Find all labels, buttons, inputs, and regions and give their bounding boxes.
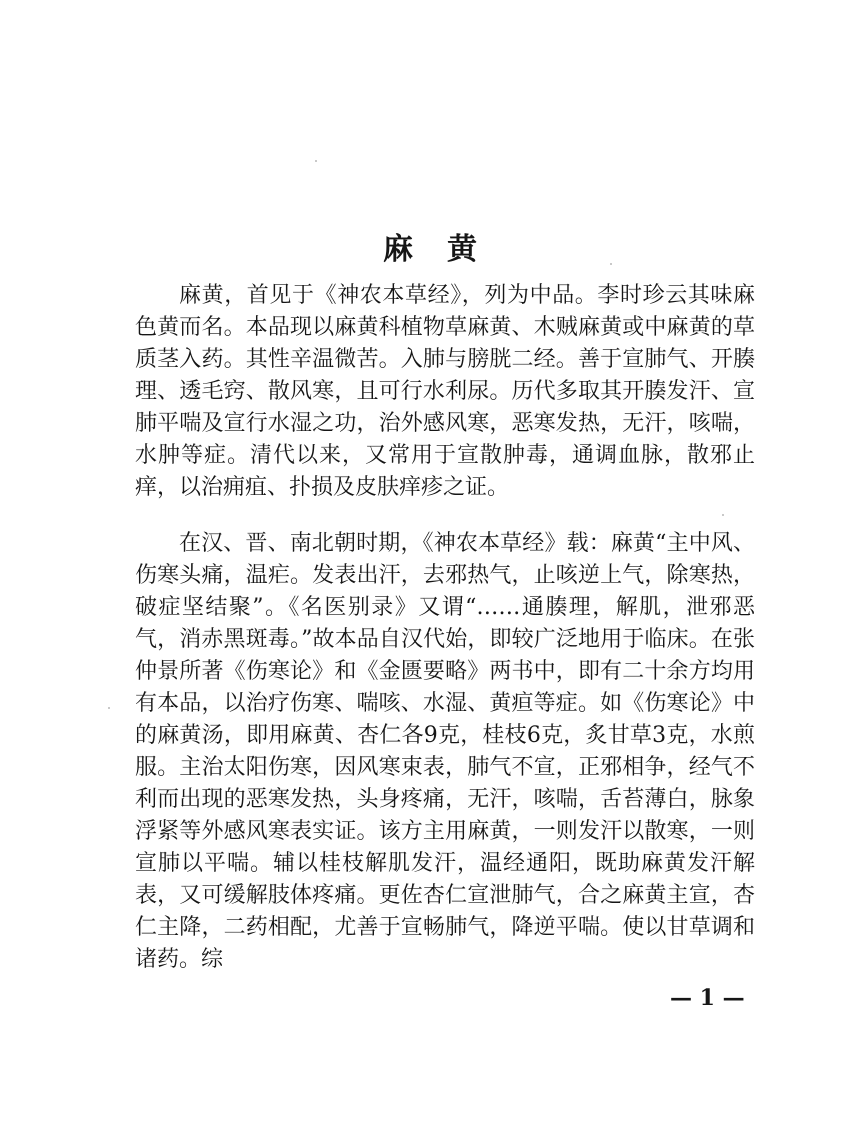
page-title: 麻 黄 (383, 232, 479, 267)
scan-speck (722, 514, 724, 516)
scan-speck (108, 707, 110, 709)
paragraph-intro: 麻黄，首见于《神农本草经》，列为中品。李时珍云其味麻色黄而名。本品现以麻黄科植物草麻黄、木贼麻黄或中麻黄的草质茎入药。其性辛温微苦。入肺与膀胱二经。善于宣肺气、开腠理、透毛窍、散风寒，且可行水利尿。历代多取其开腠发汗、宣肺平喘及宣行水湿之功，治外感风寒，恶寒发热，无汗，咳喘，水肿等症。清代以来，又常用于宣散肿毒，通调血脉，散邪止痒，以治痈疽、扑损及皮肤痒疹之证。 (135, 283, 755, 500)
scan-speck (315, 160, 317, 162)
page-number: — 1 — (670, 985, 745, 1011)
scan-speck (610, 263, 612, 265)
paragraph-history: 在汉、晋、南北朝时期，《神农本草经》载：麻黄“主中风、伤寒头痛，温疟。发表出汗，去邪热气，止咳逆上气，除寒热，破症坚结聚”。《名医别录》又谓“……通腠理，解肌，泄邪恶气，消赤黑斑毒。”故本品自汉代始，即较广泛地用于临床。在张仲景所著《伤寒论》和《金匮要略》两书中，即有二十余方均用有本品，以治疗伤寒、喘咳、水湿、黄疸等症。如《伤寒论》中的麻黄汤，即用麻黄、杏仁各9克，桂枝6克，炙甘草3克，水煎服。主治太阳伤寒，因风寒束表，肺气不宣，正邪相争，经气不利而出现的恶寒发热，头身疼痛，无汗，咳喘，舌苔薄白，脉象浮紧等外感风寒表实证。该方主用麻黄，一则发汗以散寒，一则宣肺以平喘。辅以桂枝解肌发汗，温经通阳，既助麻黄发汗解表，又可缓解肢体疼痛。更佐杏仁宣泄肺气，合之麻黄主宣，杏仁主降，二药相配，尤善于宣畅肺气，降逆平喘。使以甘草调和诸药。综 (135, 531, 755, 972)
